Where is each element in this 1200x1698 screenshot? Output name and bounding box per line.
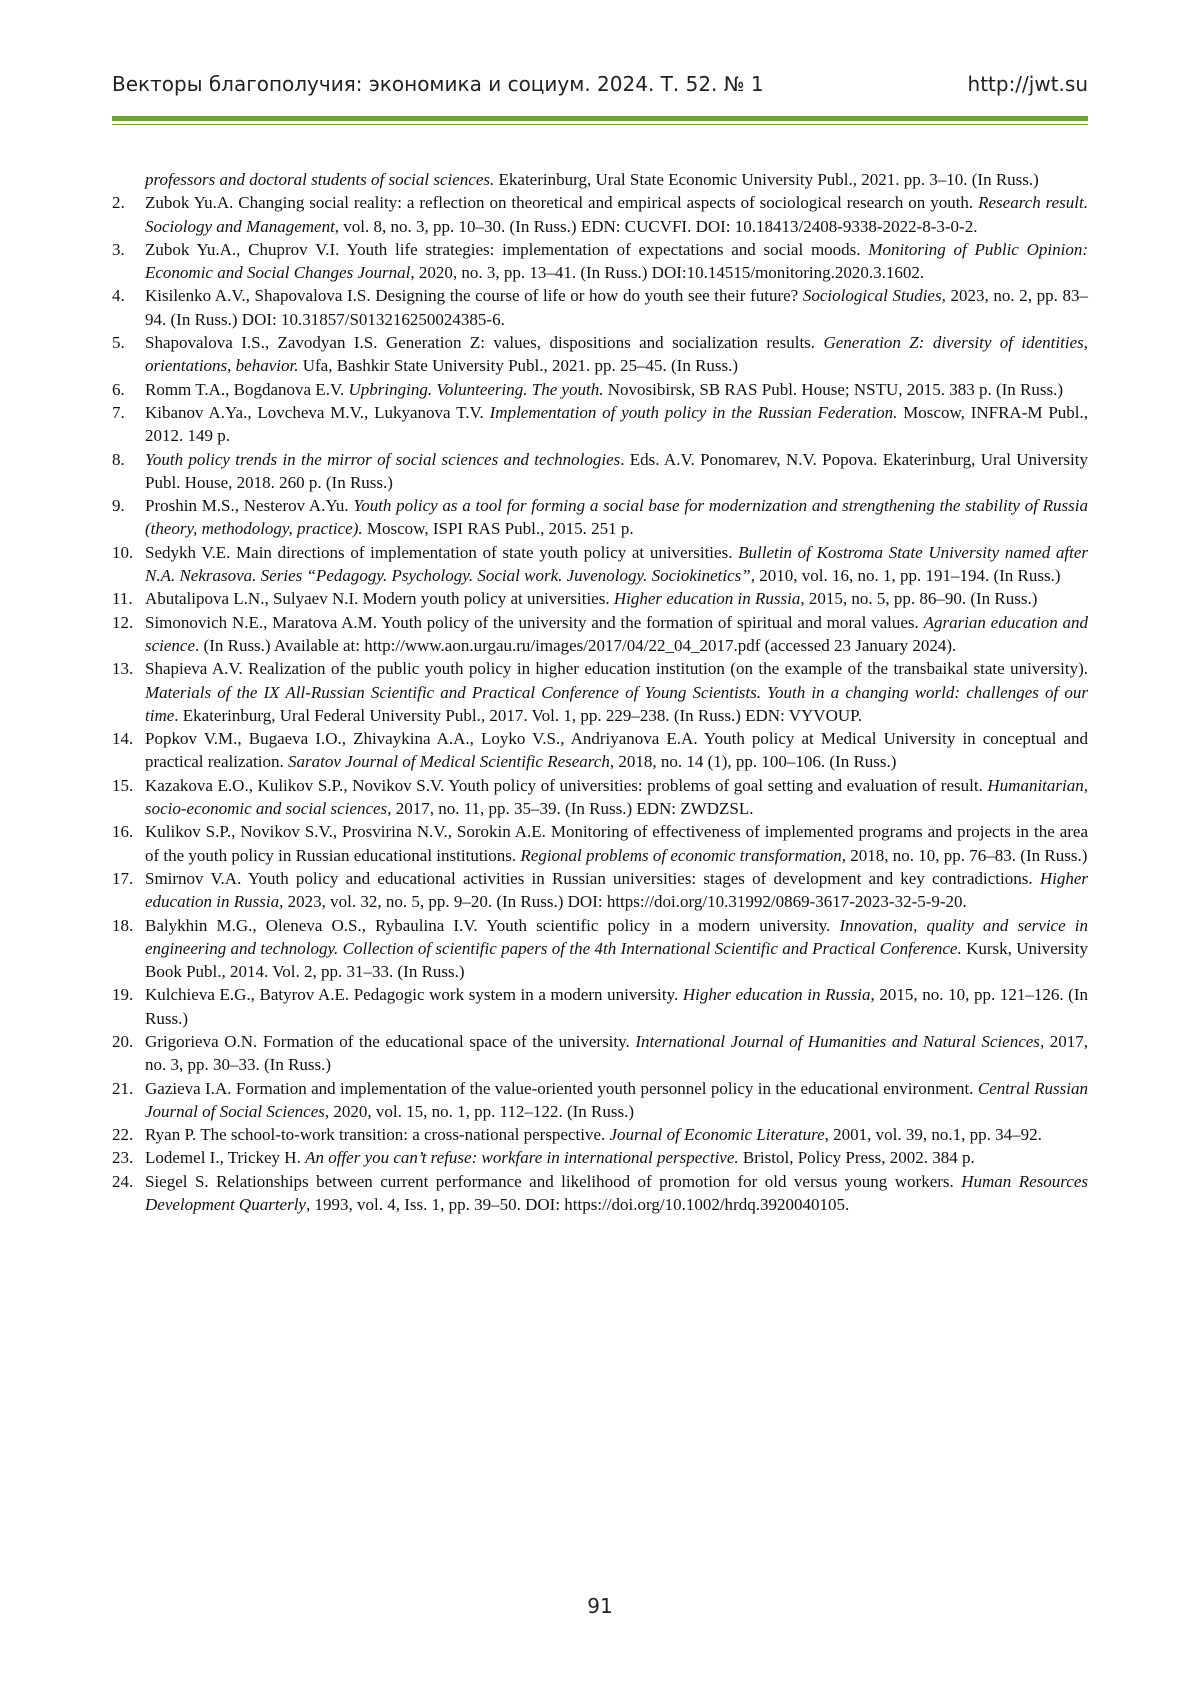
page-number: 91 (587, 1594, 613, 1618)
reference-text: Shapieva A.V. Realization of the public youth policy in higher education institution (on the example of the transbaikal state university). (145, 659, 1088, 679)
journal-url[interactable]: http://jwt.su (967, 72, 1088, 96)
reference-text: Ryan P. The school-to-work transition: a cross-national perspective. (145, 1125, 610, 1145)
reference-item (112, 1030, 1088, 1077)
reference-item (112, 983, 1088, 1030)
reference-text: Smirnov V.A. Youth policy and educational activities in Russian universities: stages of development and key contradictions. (145, 868, 1040, 888)
reference-source: Saratov Journal of Medical Scientific Research (288, 752, 610, 772)
reference-text: , 1993, vol. 4, Iss. 1, pp. 39–50. DOI: https://doi.org/10.1002/hrdq.3920040105. (305, 1195, 850, 1215)
reference-text: Kibanov A.Ya., Lovcheva M.V., Lukyanova T.V. (145, 402, 490, 422)
continuation-title: professors and doctoral students of social sciences. (145, 170, 495, 189)
reference-text: , 2018, no. 14 (1), pp. 100–106. (In Russ.) (609, 752, 897, 772)
reference-text: Kisilenko A.V., Shapovalova I.S. Designing the course of life or how do youth see their future? (145, 286, 803, 306)
reference-text: Zubok Yu.A. Changing social reality: a reflection on theoretical and empirical aspects of sociological research on youth. (145, 193, 979, 213)
reference-number: 5. (112, 333, 125, 353)
reference-item (112, 914, 1088, 984)
reference-text: Proshin M.S., Nesterov A.Yu. (145, 496, 354, 516)
running-header (112, 72, 1088, 96)
reference-text: Siegel S. Relationships between current performance and likelihood of promotion for old versus young workers. (145, 1171, 962, 1191)
reference-text: Kazakova E.O., Kulikov S.P., Novikov S.V. Youth policy of universities: problems of goal setting and evaluation of result. (145, 775, 988, 795)
reference-text: . Eds. A.V. Ponomarev, N.V. Popova. Ekaterinburg, Ural University Publ. House, 2018. 260 p. (In Russ.) (145, 449, 1088, 492)
reference-text: Kulikov S.P., Novikov S.V., Prosvirina N.V., Sorokin A.E. Monitoring of effectiveness of implemented programs and projects in the area of the youth policy in Russian educational institutions. (145, 822, 1088, 865)
reference-number: 19. (112, 985, 134, 1005)
reference-source: Sociological Studies (802, 286, 942, 306)
reference-source: Youth policy trends in the mirror of social sciences and technologies (145, 449, 621, 469)
header-rule-thin (112, 124, 1088, 125)
reference-text: , 2015, no. 10, pp. 121–126. (In Russ.) (145, 985, 1089, 1028)
reference-number: 15. (112, 775, 134, 795)
reference-source: Higher education in Russia (145, 868, 1088, 912)
reference-number: 16. (112, 822, 134, 842)
reference-number: 9. (112, 496, 125, 516)
reference-number: 7. (112, 402, 125, 422)
reference-number: 3. (112, 239, 125, 259)
reference-source: Implementation of youth policy in the Russian Federation. (489, 402, 898, 422)
reference-source: Upbringing. Volunteering. The youth. (348, 379, 604, 399)
reference-text: Shapovalova I.S., Zavodyan I.S. Generation Z: values, dispositions and socialization results. (145, 333, 824, 353)
reference-text: Romm T.A., Bogdanova E.V. (145, 379, 349, 399)
reference-source: Bulletin of Kostroma State University named after N.A. Nekrasova. Series “Pedagogy. Psychology. Social work. Juvenology. Sociokinetics” (145, 542, 1088, 586)
reference-text: Popkov V.M., Bugaeva I.O., Zhivaykina A.A., Loyko V.S., Andriyanova E.A. Youth policy at Medical University in conceptual and practical realization. (145, 729, 1088, 772)
reference-number: 6. (112, 379, 125, 399)
reference-item (112, 541, 1088, 588)
reference-number: 24. (112, 1171, 134, 1191)
reference-source: An offer you can’t refuse: workfare in international perspective. (305, 1148, 739, 1168)
reference-number: 2. (112, 193, 125, 213)
reference-text: . (In Russ.) Available at: http://www.aon.urgau.ru/images/2017/04/22_04_2017.pdf (accessed 23 January 2024). (195, 635, 957, 655)
reference-text: , 2017, no. 11, pp. 35–39. (In Russ.) EDN: ZWDZSL. (387, 799, 754, 819)
reference-source: Higher education in Russia (682, 985, 871, 1005)
reference-text: Novosibirsk, SB RAS Publ. House; NSTU, 2015. 383 p. (In Russ.) (603, 379, 1064, 399)
reference-item (112, 820, 1088, 867)
reference-item (112, 867, 1088, 914)
journal-title: Векторы благополучия: экономика и социум. 2024. Т. 52. № 1 (112, 72, 764, 96)
reference-item (112, 611, 1088, 658)
reference-number: 13. (112, 659, 134, 679)
reference-number: 8. (112, 449, 125, 469)
reference-number: 4. (112, 286, 125, 306)
reference-text: , 2023, no. 2, pp. 83–94. (In Russ.) DOI: 10.31857/S013216250024385-6. (145, 286, 1089, 329)
reference-source: International Journal of Humanities and Natural Sciences (635, 1031, 1040, 1051)
reference-text: Lodemel I., Trickey H. (145, 1148, 306, 1168)
reference-source: Youth policy as a tool for forming a social base for modernization and strengthening the stability of Russia (theory, methodology, practice). (145, 496, 1088, 539)
reference-number: 20. (112, 1031, 134, 1051)
reference-item (112, 191, 1088, 238)
reference-text: , 2001, vol. 39, no.1, pp. 34–92. (824, 1125, 1042, 1145)
reference-text: Zubok Yu.A., Chuprov V.I. Youth life strategies: implementation of expectations and social moods. (145, 239, 869, 259)
reference-text: Moscow, ISPI RAS Publ., 2015. 251 p. (362, 519, 634, 539)
reference-continuation (112, 168, 1088, 191)
reference-text: Ufa, Bashkir State University Publ., 2021. pp. 25–45. (In Russ.) (298, 356, 739, 376)
reference-source: Human Resources Development Quarterly (145, 1171, 1088, 1215)
reference-list (112, 168, 1088, 1216)
reference-source: Central Russian Journal of Social Sciences (145, 1078, 1088, 1121)
reference-text: Kursk, University Book Publ., 2014. Vol. 2, pp. 31–33. (In Russ.) (145, 938, 1089, 982)
reference-item (112, 657, 1088, 727)
reference-text: , 2020, vol. 15, no. 1, pp. 112–122. (In Russ.) (324, 1101, 635, 1121)
reference-text: Abutalipova L.N., Sulyaev N.I. Modern youth policy at universities. (145, 589, 614, 609)
reference-number: 11. (112, 589, 133, 609)
reference-item (112, 1077, 1088, 1124)
reference-item (112, 774, 1088, 821)
reference-number: 14. (112, 729, 134, 749)
reference-number: 12. (112, 612, 134, 632)
reference-text: , 2010, vol. 16, no. 1, pp. 191–194. (In Russ.) (750, 566, 1061, 586)
reference-item (112, 448, 1088, 495)
references (112, 191, 1088, 1216)
reference-item (112, 401, 1088, 448)
reference-item (112, 284, 1088, 331)
reference-text: , 2020, no. 3, pp. 13–41. (In Russ.) DOI:10.14515/monitoring.2020.3.1602. (410, 263, 925, 283)
reference-text: Kulchieva E.G., Batyrov A.E. Pedagogic work system in a modern university. (145, 985, 683, 1005)
reference-number: 21. (112, 1078, 134, 1098)
reference-item (112, 378, 1088, 401)
reference-item (112, 1123, 1088, 1146)
reference-source: Agrarian education and science (145, 612, 1088, 655)
reference-source: Monitoring of Public Opinion: Economic and Social Changes Journal (145, 239, 1088, 283)
reference-source: Humanitarian, socio-economic and social sciences (145, 775, 1088, 819)
reference-source: Regional problems of economic transformation (520, 845, 842, 865)
reference-item (112, 238, 1088, 285)
reference-text: , 2023, vol. 32, no. 5, pp. 9–20. (In Russ.) DOI: https://doi.org/10.31992/0869-3617-2023-32-5-9-20. (279, 892, 967, 912)
reference-number: 17. (112, 868, 134, 888)
reference-text: , vol. 8, no. 3, pp. 10–30. (In Russ.) EDN: CUCVFI. DOI: 10.18413/2408-9338-2022-8-3-0-2. (334, 216, 978, 236)
reference-number: 23. (112, 1148, 134, 1168)
reference-text: Gazieva I.A. Formation and implementation of the value-oriented youth personnel policy in the educational environment. (145, 1078, 978, 1098)
reference-number: 10. (112, 542, 134, 562)
reference-text: Bristol, Policy Press, 2002. 384 p. (738, 1148, 975, 1168)
reference-text: , 2017, no. 3, pp. 30–33. (In Russ.) (145, 1031, 1089, 1075)
reference-number: 22. (112, 1125, 134, 1145)
reference-item (112, 727, 1088, 774)
reference-source: Journal of Economic Literature (609, 1125, 825, 1145)
reference-text: . Ekaterinburg, Ural Federal University Publ., 2017. Vol. 1, pp. 229–238. (In Russ.) EDN: VYVOUP. (174, 705, 862, 725)
reference-text: Grigorieva O.N. Formation of the educational space of the university. (145, 1031, 636, 1051)
reference-item (112, 587, 1088, 610)
reference-item (112, 494, 1088, 541)
continuation-rest: Ekaterinburg, Ural State Economic University Publ., 2021. pp. 3–10. (In Russ.) (494, 170, 1039, 189)
reference-source: Generation Z: diversity of identities, orientations, behavior. (145, 333, 1088, 376)
reference-text: Simonovich N.E., Maratova A.M. Youth policy of the university and the formation of spiritual and moral values. (145, 612, 924, 632)
reference-source: Innovation, quality and service in engineering and technology. Collection of scientific papers of the 4th International Scientific and Practical Conference. (145, 915, 1088, 958)
reference-item (112, 1170, 1088, 1217)
reference-number: 18. (112, 915, 134, 935)
reference-text: , 2018, no. 10, pp. 76–83. (In Russ.) (841, 845, 1088, 865)
reference-source: Research result. Sociology and Management (145, 193, 1088, 236)
reference-item (112, 331, 1088, 378)
header-rule-thick (112, 116, 1088, 121)
reference-text: Moscow, INFRA-M Publ., 2012. 149 p. (145, 402, 1088, 446)
reference-source: Higher education in Russia (613, 589, 801, 609)
reference-text: Balykhin M.G., Oleneva O.S., Rybaulina I.V. Youth scientific policy in a modern university. (145, 915, 840, 935)
reference-source: Materials of the IX All-Russian Scientific and Practical Conference of Young Scientists. Youth in a changing world: challenges of our time (145, 682, 1088, 725)
reference-text: , 2015, no. 5, pp. 86–90. (In Russ.) (800, 589, 1038, 609)
reference-text: Sedykh V.E. Main directions of implementation of state youth policy at universities. (145, 542, 739, 562)
reference-item (112, 1146, 1088, 1169)
